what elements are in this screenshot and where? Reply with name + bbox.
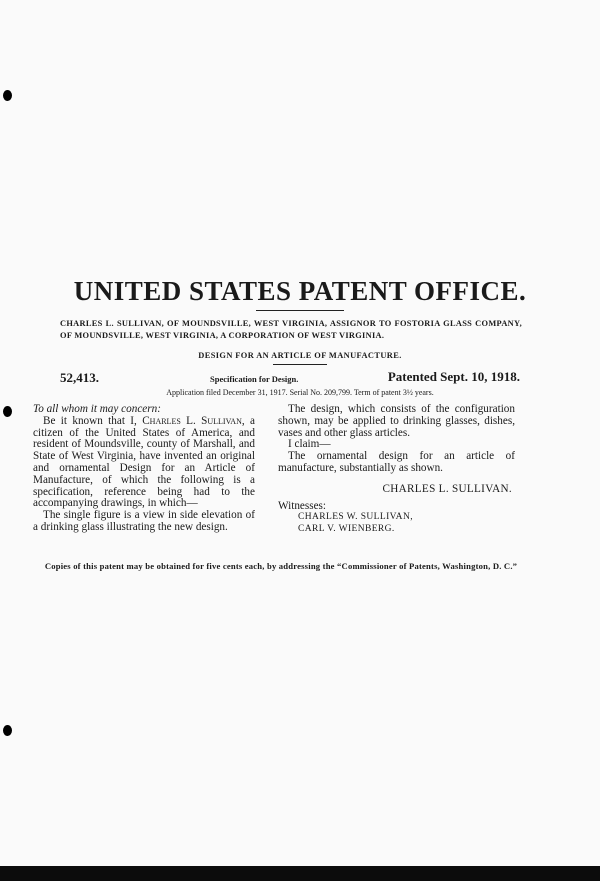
patented-date: Patented Sept. 10, 1918.	[387, 369, 520, 384]
design-title: DESIGN FOR AN ARTICLE OF MANUFACTURE.	[198, 351, 402, 360]
inventor-paragraph-rest: , a citizen of the United States of America, and resident of Moundsville, county of Marshall, and State of West Virginia, have invented an original and ornamental Design for an Article of Manufacture, of which the following is a specification, reference being had to the accompanying drawings, in which—	[33, 414, 255, 510]
witness-name: CARL V. WIENBERG.	[298, 524, 395, 535]
left-column	[33, 404, 255, 534]
inventor-signature: CHARLES L. SULLIVAN.	[382, 482, 512, 495]
application-filed-line: Application filed December 31, 1917. Serial No. 209,799. Term of patent 3½ years.	[166, 388, 434, 397]
salutation: To all whom it may concern:	[33, 403, 161, 415]
design-title-rule	[273, 364, 327, 365]
punch-hole-bottom	[3, 725, 12, 736]
copies-notice: Copies of this patent may be obtained for five cents each, by addressing the “Commissioner of Patents, Washington, D. C.”	[44, 561, 518, 571]
design-application-paragraph: The design, which consists of the configuration shown, may be applied to drinking glasses, dishes, vases and other glass articles.	[278, 403, 515, 439]
assignment-line: CHARLES L. SULLIVAN, OF MOUNDSVILLE, WEST VIRGINIA, ASSIGNOR TO FOSTORIA GLASS COMPANY, OF MOUNDSVILLE, WEST VIRGINIA, A CORPORATION OF WEST VIRGINIA.	[60, 319, 522, 340]
title-rule	[256, 310, 344, 311]
figure-description: The single figure is a view in side elevation of a drinking glass illustrating the new design.	[33, 509, 255, 533]
right-column	[278, 404, 515, 536]
scan-bottom-edge	[0, 866, 600, 881]
inventor-name: Charles L. Sullivan	[142, 414, 242, 427]
witness-name: CHARLES W. SULLIVAN,	[298, 512, 413, 523]
claim-intro: I claim—	[288, 438, 331, 451]
punch-hole-middle	[3, 406, 12, 417]
inventor-paragraph-start: Be it known that I,	[43, 414, 143, 427]
claim-text: The ornamental design for an article of manufacture, substantially as shown.	[278, 450, 515, 474]
specification-label: Specification for Design.	[210, 374, 299, 384]
patent-number: 52,413.	[60, 370, 99, 385]
punch-hole-top	[3, 90, 12, 101]
witnesses-label: Witnesses:	[278, 499, 327, 512]
inventor-paragraph	[33, 416, 255, 510]
office-title: UNITED STATES PATENT OFFICE.	[73, 276, 527, 306]
